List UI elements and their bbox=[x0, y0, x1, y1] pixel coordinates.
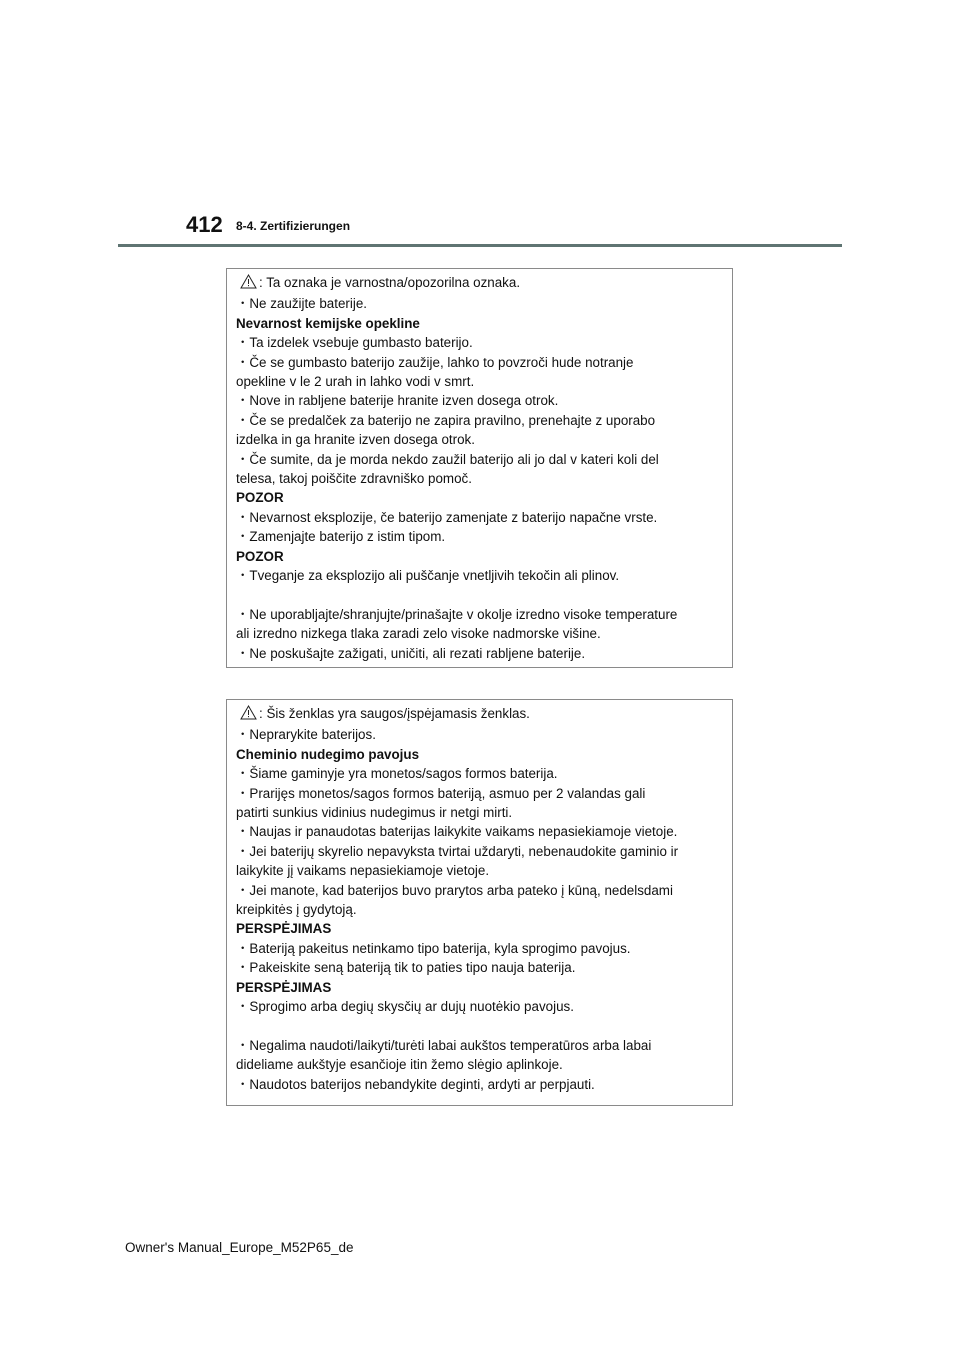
warning-line-text: ・Če sumite, da je morda nekdo zaužil baterijo ali jo dal v kateri koli del bbox=[236, 451, 659, 467]
box-lines bbox=[236, 294, 724, 663]
warning-line-text: ・Naujas ir panaudotas baterijas laikykite vaikams nepasiekiamoje vietoje. bbox=[236, 824, 678, 840]
warning-line-text: ・Ne zaužijte baterije. bbox=[236, 296, 367, 312]
warning-line-text: laikykite jį vaikams nepasiekiamoje vietoje. bbox=[236, 863, 490, 879]
warning-line-text: ・Jei baterijų skyrelio nepavyksta tvirtai uždaryti, nebenaudokite gaminio ir bbox=[236, 843, 679, 859]
warning-line-text: telesa, takoj poiščite zdravniško pomoč. bbox=[236, 471, 472, 487]
warning-line-text: ・Naudotos baterijos nebandykite deginti, ardyti ar perpjauti. bbox=[236, 1076, 595, 1092]
header-rule bbox=[118, 244, 842, 247]
warning-heading: Cheminio nudegimo pavojus bbox=[236, 746, 420, 762]
warning-line-text: ・Nevarnost eksplozije, če baterijo zamenjate z baterijo napačne vrste. bbox=[236, 509, 658, 525]
warning-line bbox=[236, 273, 724, 294]
warning-line-text: ・Tveganje za eksplozijo ali puščanje vnetljivih tekočin ali plinov. bbox=[236, 568, 620, 584]
warning-line-text: ali izredno nizkega tlaka zaradi zelo visoke nadmorske višine. bbox=[236, 626, 601, 642]
warning-line bbox=[236, 704, 724, 725]
warning-line-text: ・Če se gumbasto baterijo zaužije, lahko to povzroči hude notranje bbox=[236, 354, 634, 370]
warning-line-text: ・Bateriją pakeitus netinkamo tipo baterija, kyla sprogimo pavojus. bbox=[236, 940, 631, 956]
warning-line-text: ・Negalima naudoti/laikyti/turėti labai aukštos temperatūros arba labai bbox=[236, 1037, 652, 1053]
box-lines bbox=[236, 725, 724, 1094]
section-title: 8-4. Zertifizierungen bbox=[236, 219, 351, 233]
warning-line-text: ・Če se predalček za baterijo ne zapira pravilno, prenehajte z uporabo bbox=[236, 412, 656, 428]
footer-manual-id: Owner's Manual_Europe_M52P65_de bbox=[125, 1240, 354, 1255]
spacer bbox=[236, 1017, 724, 1036]
warning-line-text: ・Šiame gaminyje yra monetos/sagos formos baterija. bbox=[236, 766, 558, 782]
spacer bbox=[236, 586, 724, 605]
warning-line-text: ・Prarijęs monetos/sagos formos bateriją, asmuo per 2 valandas gali bbox=[236, 785, 646, 801]
warning-triangle-icon bbox=[240, 274, 257, 294]
warning-line-text: ・Nove in rabljene baterije hranite izven dosega otrok. bbox=[236, 393, 559, 409]
battery-warning-box-lithuanian bbox=[226, 699, 733, 1106]
page-number: 412 bbox=[186, 212, 223, 237]
warning-line-text: ・Ne poskušajte zažigati, uničiti, ali rezati rabljene baterije. bbox=[236, 645, 586, 661]
warning-heading: Nevarnost kemijske opekline bbox=[236, 315, 420, 331]
warning-line-text: opekline v le 2 urah in lahko vodi v smrt. bbox=[236, 374, 475, 390]
warning-line-text: ・Ta izdelek vsebuje gumbasto baterijo. bbox=[236, 335, 473, 351]
warning-line-text: ・Ne uporabljajte/shranjujte/prinašajte v okolje izredno visoke temperature bbox=[236, 606, 678, 622]
battery-warning-box-slovenian bbox=[226, 268, 733, 668]
warning-line-text: ・Neprarykite baterijos. bbox=[236, 727, 376, 743]
warning-triangle-icon bbox=[240, 705, 257, 725]
warning-line-text: ・Jei manote, kad baterijos buvo prarytos arba pateko į kūną, nedelsdami bbox=[236, 882, 673, 898]
warning-text: : Šis ženklas yra saugos/įspėjamasis ženklas. bbox=[259, 706, 530, 721]
warning-text: : Ta oznaka je varnostna/opozorilna oznaka. bbox=[259, 275, 521, 290]
warning-line-text: ・Sprogimo arba degių skysčių ar dujų nuotėkio pavojus. bbox=[236, 999, 574, 1015]
warning-line-text: patirti sunkius vidinius nudegimus ir netgi mirti. bbox=[236, 805, 513, 821]
warning-heading: PERSPĖJIMAS bbox=[236, 921, 332, 937]
warning-heading: POZOR bbox=[236, 548, 284, 564]
warning-line-text: kreipkitės į gydytoją. bbox=[236, 902, 357, 918]
warning-heading: POZOR bbox=[236, 490, 284, 506]
warning-line-text: ・Zamenjajte baterijo z istim tipom. bbox=[236, 529, 446, 545]
warning-heading: PERSPĖJIMAS bbox=[236, 979, 332, 995]
warning-line-text: dideliame aukštyje esančioje itin žemo slėgio aplinkoje. bbox=[236, 1057, 563, 1073]
warning-line-text: izdelka in ga hranite izven dosega otrok. bbox=[236, 432, 475, 448]
warning-line-text: ・Pakeiskite seną bateriją tik to paties tipo nauja baterija. bbox=[236, 960, 576, 976]
